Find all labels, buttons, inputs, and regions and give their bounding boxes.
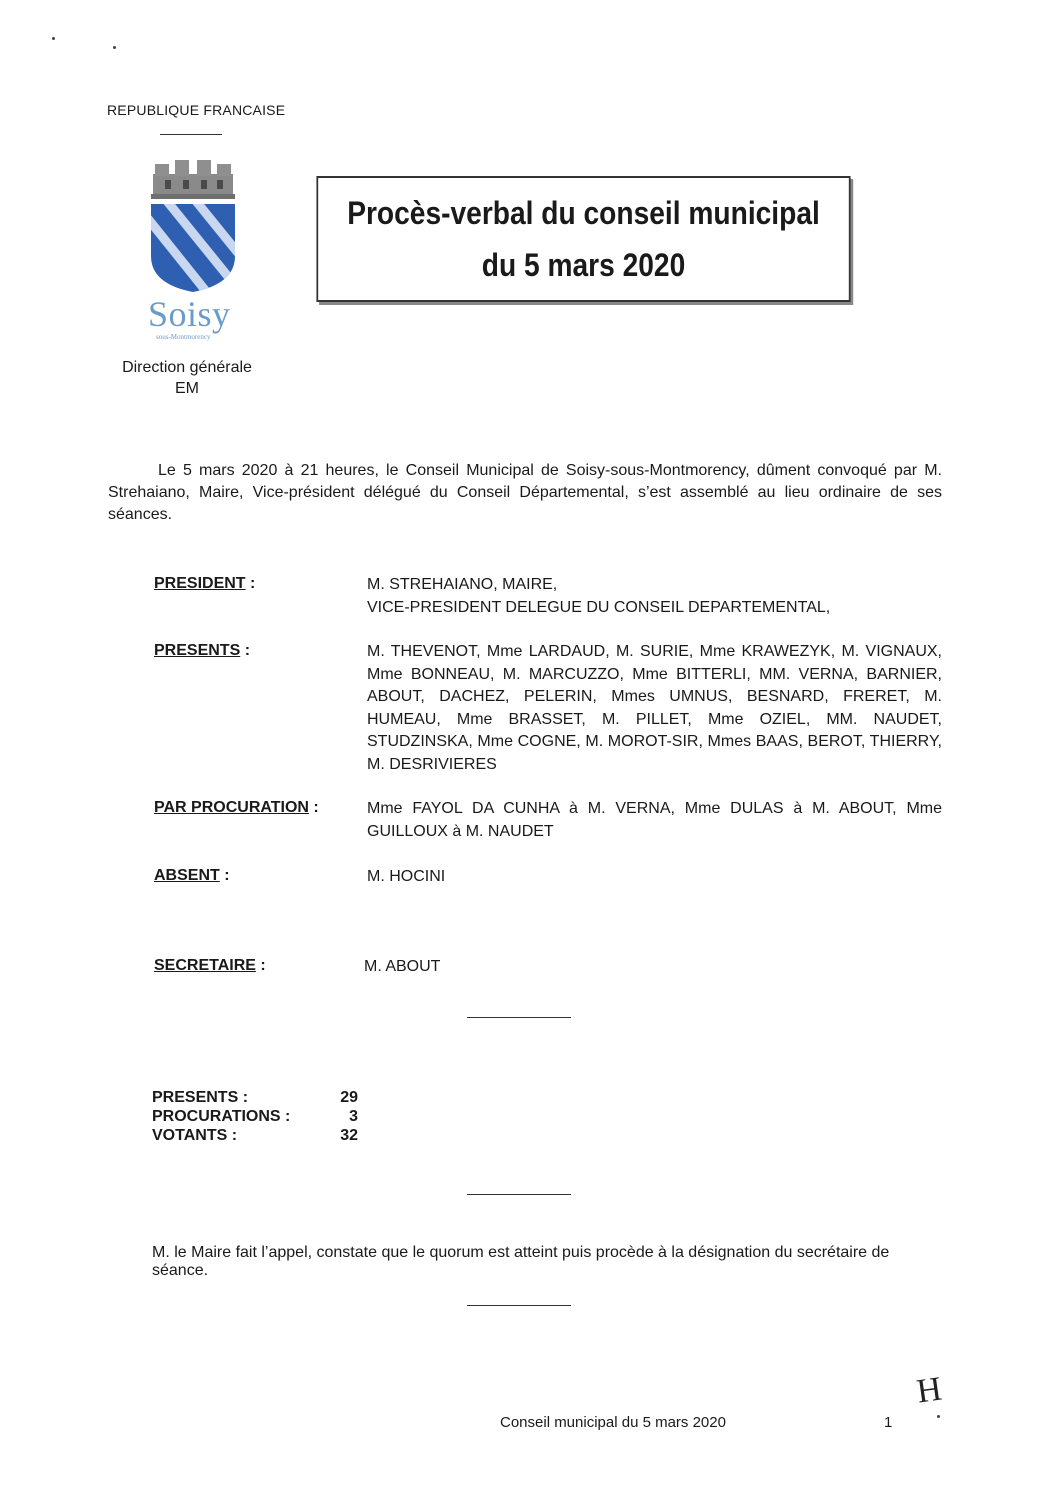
soisy-crest-logo bbox=[143, 160, 243, 294]
secretaire-label: SECRETAIRE bbox=[154, 957, 256, 974]
document-title-line2: du 5 mars 2020 bbox=[481, 247, 686, 283]
president-label-group: PRESIDENT : bbox=[154, 575, 256, 592]
count-row-presents bbox=[152, 1088, 358, 1107]
logo-subtext: sous-Montmorency bbox=[156, 333, 211, 341]
president-role: VICE-PRESIDENT DELEGUE DU CONSEIL DEPARTEMENTAL, bbox=[367, 598, 831, 616]
intro-text: Le 5 mars 2020 à 21 heures, le Conseil Municipal de Soisy-sous-Montmorency, dûment convoqué par M. Strehaiano, Maire, Vice-président délégué du Conseil Départemental, s’est assemblé au lieu ordinaire de ses séances. bbox=[108, 462, 942, 523]
count-value: 3 bbox=[349, 1108, 358, 1125]
handwritten-initials bbox=[914, 1370, 944, 1411]
section-separator bbox=[467, 1017, 571, 1018]
section-separator bbox=[467, 1194, 571, 1195]
secretaire-label-group: SECRETAIRE : bbox=[154, 957, 266, 974]
document-title-box bbox=[316, 176, 850, 302]
direction-generale bbox=[106, 357, 268, 399]
page-number: 1 bbox=[884, 1414, 893, 1431]
presents-label: PRESENTS bbox=[154, 642, 241, 659]
count-label: PRESENTS : bbox=[152, 1089, 249, 1106]
direction-line: Direction générale bbox=[122, 359, 252, 376]
presents-label-group: PRESENTS : bbox=[154, 642, 251, 659]
initials-text: H bbox=[914, 1370, 944, 1411]
count-row-votants bbox=[152, 1126, 358, 1145]
president-name: M. STREHAIANO, MAIRE, bbox=[367, 576, 558, 593]
procuration-value: Mme FAYOL DA CUNHA à M. VERNA, Mme DULAS à M. ABOUT, Mme GUILLOUX à M. NAUDET bbox=[367, 800, 942, 840]
count-value: 29 bbox=[340, 1089, 358, 1106]
count-value: 32 bbox=[340, 1127, 358, 1144]
count-label: PROCURATIONS : bbox=[152, 1108, 291, 1125]
closing-paragraph: M. le Maire fait l’appel, constate que le quorum est atteint puis procède à la désignation du secrétaire de séance. bbox=[152, 1244, 890, 1279]
scan-speck bbox=[113, 46, 116, 49]
count-row-procurations bbox=[152, 1107, 358, 1126]
absent-value: M. HOCINI bbox=[367, 868, 446, 885]
page-footer: Conseil municipal du 5 mars 2020 bbox=[500, 1414, 726, 1431]
president-label: PRESIDENT bbox=[154, 575, 246, 592]
republique-francaise: REPUBLIQUE FRANCAISE bbox=[107, 102, 286, 118]
procuration-label: PAR PROCURATION bbox=[154, 799, 309, 816]
presents-value: M. THEVENOT, Mme LARDAUD, M. SURIE, Mme KRAWEZYK, M. VIGNAUX, Mme BONNEAU, M. MARCUZZO, Mme BITTERLI, MM. VERNA, BARNIER, ABOUT, DACHEZ, PELERIN, Mmes UMNUS, BESNARD, FRERET, M. HUMEAU, Mme BRASSET, M. PILLET, Mme OZIEL, MM. NAUDET, STUDZINSKA, Mme COGNE, M. MOROT-SIR, Mmes BAAS, BEROT, THIERRY, M. DESRIVIERES bbox=[367, 643, 942, 773]
procuration-label-group: PAR PROCURATION : bbox=[154, 799, 319, 816]
count-label: VOTANTS : bbox=[152, 1127, 238, 1144]
logo-text: Soisy bbox=[148, 294, 231, 334]
section-separator bbox=[467, 1305, 571, 1306]
secretaire-value: M. ABOUT bbox=[364, 958, 441, 975]
document-title-line1: Procès-verbal du conseil municipal bbox=[347, 195, 820, 231]
vote-counts bbox=[152, 1088, 358, 1145]
president-value bbox=[367, 574, 942, 619]
scan-speck bbox=[52, 37, 55, 40]
scan-speck bbox=[937, 1415, 940, 1418]
absent-label-group: ABSENT : bbox=[154, 867, 230, 884]
header-rule bbox=[160, 134, 222, 135]
absent-label: ABSENT bbox=[154, 867, 220, 884]
direction-initials: EM bbox=[175, 380, 199, 397]
intro-paragraph bbox=[108, 460, 942, 526]
